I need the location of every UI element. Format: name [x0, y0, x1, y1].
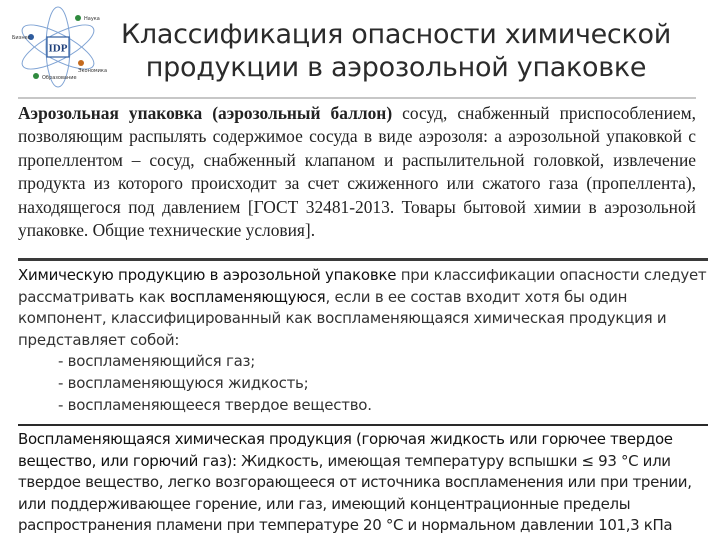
definition-text: сосуд, снабженный приспособлением, позволяющим распылять содержимое сосуда в виде аэрозоля: а аэрозольной упаковкой с пропеллентом – сосуд, снабженный клапаном и распылительной головкой, извлечение продукта из которого происходит за счет сжиженного или сжатого газа (пропеллента), находящегося под давлением [ГОСТ 32481-2013. Товары бытовой химии в аэрозольной упаковке. Общие технические условия].	[18, 103, 696, 241]
rule-mid: при классификации опасности следует рассматривать как	[18, 266, 707, 306]
definition-section	[18, 97, 696, 242]
flammable-paragraph	[18, 426, 708, 537]
definition-paragraph	[18, 99, 696, 242]
definition-term: Аэрозольная упаковка (аэрозольный баллон)	[18, 103, 393, 123]
flammable-text: Жидкость, имеющая температуру вспышки ≤ 93 °С или твердое вещество, легко возгорающееся от источника воспламенения или при трении, или поддерживающее горение, или газ, имеющий концентрационные пределы распространения пламени при температуре 20 °С и нормальном давлении 101,3 кПа	[18, 451, 692, 534]
rule-list-item: - воспламеняющийся газ;	[58, 352, 256, 371]
title-line-2: продукции в аэрозольной упаковке	[145, 52, 647, 83]
logo-label-business: Бизнес	[12, 35, 31, 41]
flammable-definition-section	[18, 424, 708, 537]
rule-lead: Химическую продукцию в аэрозольной упаковке	[18, 266, 397, 284]
title-line-1: Классификация опасности химической	[121, 19, 671, 50]
logo-label-education: Образование	[42, 75, 77, 81]
classification-rule-section	[18, 258, 708, 416]
rule-paragraph	[18, 261, 708, 351]
flammable-lead: Воспламеняющаяся химическая продукция (горючая жидкость или горючее твердое вещество, или горючий газ):	[18, 430, 673, 470]
rule-keyword: воспламеняющуюся	[169, 287, 326, 306]
slide-title	[96, 18, 696, 84]
atom-logo-graphic	[6, 6, 110, 88]
logo-label-economy: Экономика	[78, 68, 108, 74]
idp-logo	[6, 6, 110, 88]
rule-list-item: - воспламеняющуюся жидкость;	[58, 373, 309, 392]
rule-list-item: - воспламеняющееся твердое вещество.	[58, 395, 372, 414]
rule-list	[18, 351, 708, 416]
logo-label-science: Наука	[84, 16, 100, 22]
rule-rest: , если в ее состав входит хотя бы один компонент, классифицированный как воспламеняющаяся химическая продукция и представляет собой:	[18, 287, 667, 349]
logo-center-text: IDP	[48, 42, 68, 55]
